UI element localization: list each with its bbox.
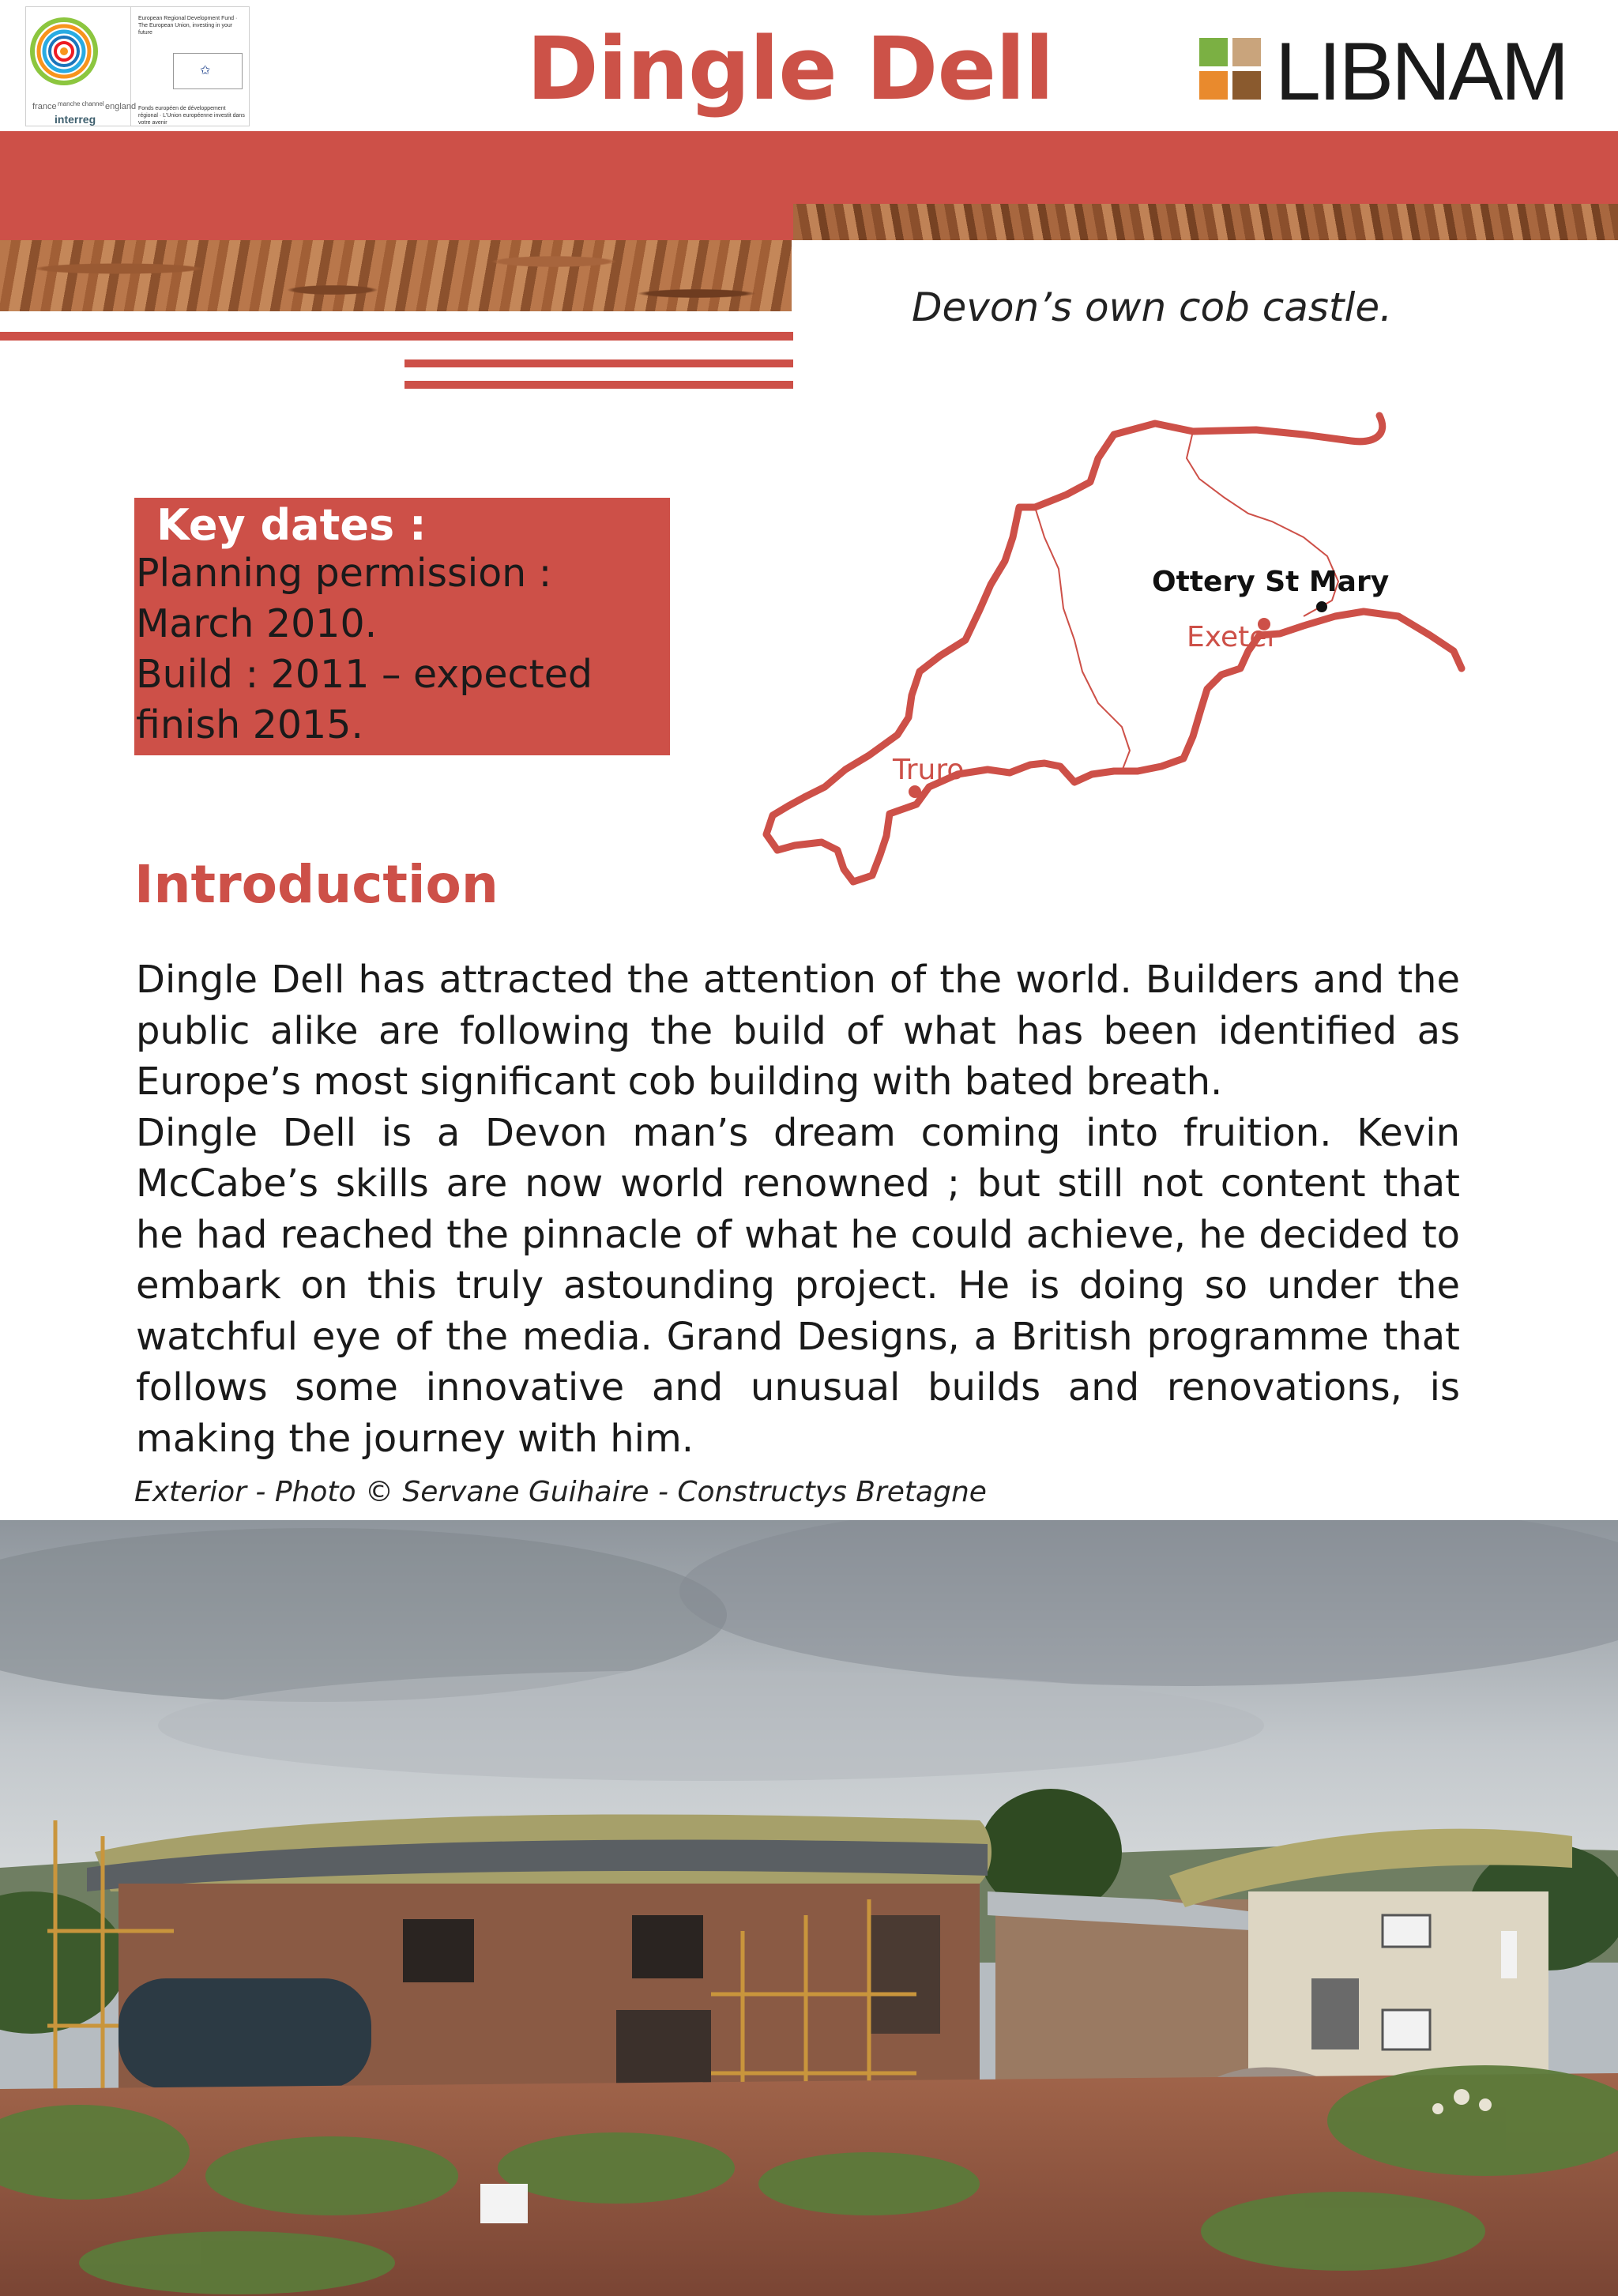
devon-cornwall-map <box>751 403 1541 909</box>
house-illustration <box>0 1520 1618 2296</box>
map-label-ottery: Ottery St Mary <box>1152 566 1390 598</box>
decor-stripe <box>404 381 793 389</box>
france-label: france <box>32 102 57 111</box>
introduction-heading: Introduction <box>134 854 499 915</box>
ottery-marker <box>1316 601 1327 612</box>
logo-square-orange <box>1199 71 1228 100</box>
interreg-spiral-icon <box>26 7 130 100</box>
key-date-item: Planning permission : March 2010. <box>136 551 564 646</box>
county-border <box>1035 507 1130 771</box>
decor-stripe <box>0 332 793 341</box>
introduction-body <box>136 954 1460 1464</box>
libnam-wordmark: LIBNAM <box>1275 26 1567 118</box>
earth-texture-strip <box>793 204 1618 240</box>
intro-paragraph: Dingle Dell is a Devon man’s dream coming into fruition. Kevin McCabe’s skills are now world renowned ; but still not content that he had reached the pinnacle of what he could achieve, he decided to embark on this truly astounding project. He is doing so under the watchful eye of the media. Grand Designs, a British programme that follows some innovative and unusual builds and renovations, is making the journey with him. <box>136 1110 1460 1461</box>
coastline <box>766 416 1462 882</box>
eu-fund-text: European Regional Development Fund · The European Union, investing in your future <box>138 16 238 36</box>
decor-stripe <box>404 359 793 367</box>
tagline: Devon’s own cob castle. <box>912 284 1393 330</box>
eu-fund-text-fr: Fonds européen de développement régional · L'Union européenne investit dans votre avenir <box>138 106 245 126</box>
exterior-photo <box>0 1520 1618 2296</box>
logo-square-green <box>1199 38 1228 66</box>
eu-flag-icon: ✩ <box>173 53 243 89</box>
key-date-item: Build : 2011 – expected finish 2015. <box>136 652 605 747</box>
logo-square-tan <box>1232 38 1261 66</box>
page-title: Dingle Dell <box>526 18 1054 119</box>
region-label: england <box>105 102 137 111</box>
key-dates-title: Key dates : <box>156 500 427 550</box>
map-outline <box>751 403 1541 909</box>
key-dates-list <box>136 548 665 751</box>
manche-label: manche channel <box>58 100 104 107</box>
logo-square-brown <box>1232 71 1261 100</box>
libnam-logo <box>1199 26 1571 118</box>
photo-caption: Exterior - Photo © Servane Guihaire - Constructys Bretagne <box>134 1476 987 1508</box>
intro-paragraph: Dingle Dell has attracted the attention of the world. Builders and the public alike are following the build of what has been identified as Europe’s most significant cob building with bated breath. <box>136 958 1460 1104</box>
interreg-logo <box>25 6 250 126</box>
map-label-exeter: Exeter <box>1187 621 1279 653</box>
earth-texture-image <box>0 240 792 311</box>
truro-marker <box>909 785 921 798</box>
key-dates-box <box>134 498 670 755</box>
interreg-brand: interreg <box>55 113 96 126</box>
map-label-truro: Truro <box>893 754 965 786</box>
